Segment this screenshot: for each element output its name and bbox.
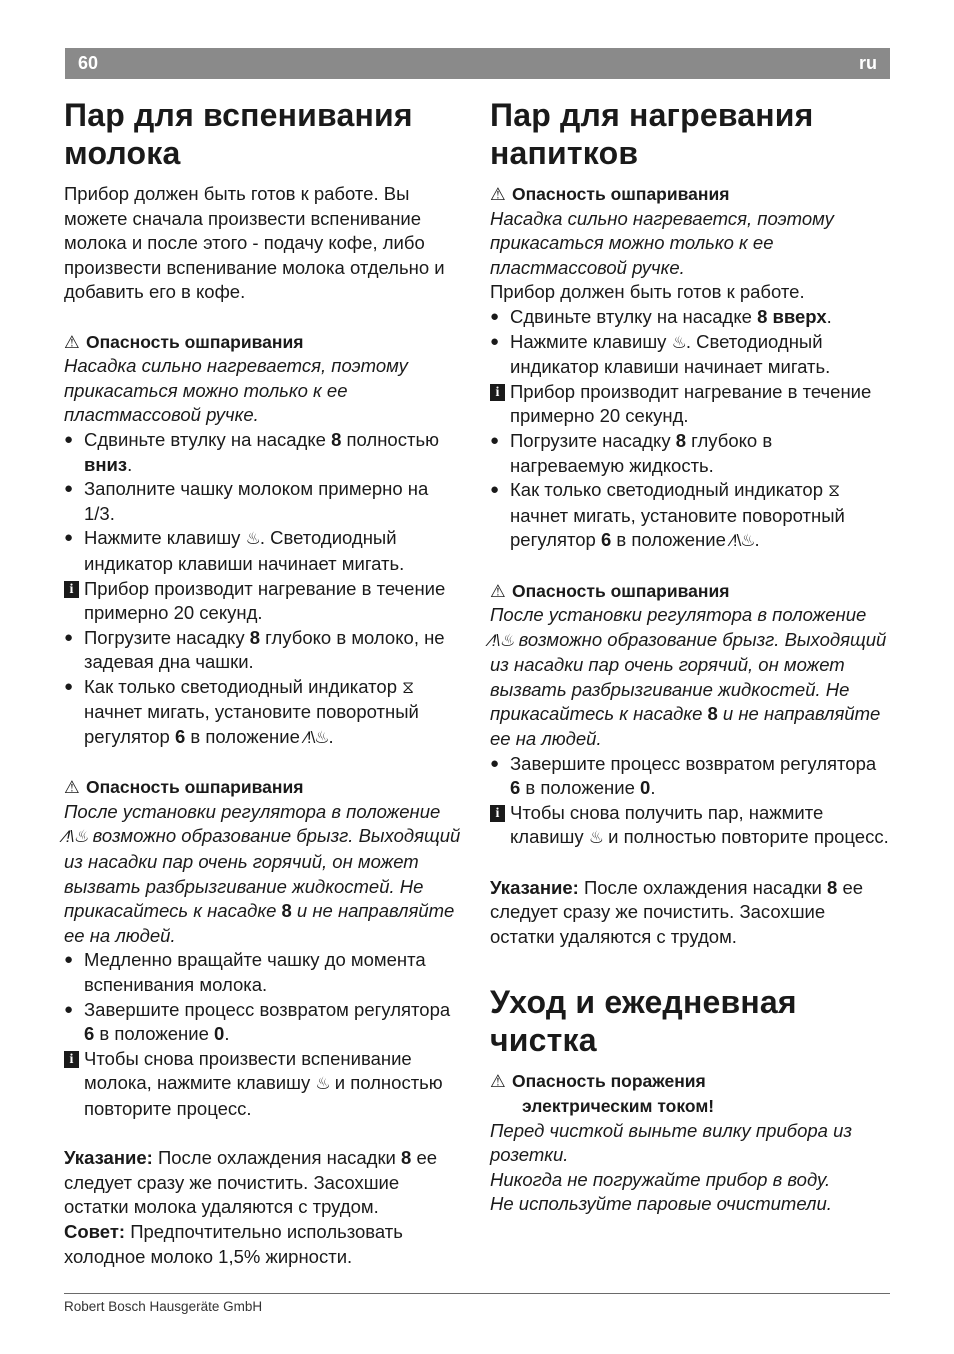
warning-title: ⚠ Опасность ошпаривания — [64, 330, 464, 355]
section-title-milk-frothing: Пар для вспенивания молока — [64, 97, 413, 171]
steam-icon: ♨ — [315, 1074, 330, 1094]
info-item: i Прибор производит нагревание в течение примерно 20 секунд. — [64, 577, 464, 626]
warning-icon: ⚠ — [64, 777, 80, 798]
section-title-heating-drinks: Пар для нагревания напитков — [490, 97, 814, 171]
warning-text: После установки регулятора в положение ⁄!\♨ возможно образование брызг. Выходящий из насадки пар очень горячий, он может вызвать разбрызгивание жидкостей. Не прикасайтесь к насадке 8 и не направляйте ее на людей. — [64, 800, 461, 946]
note-text: Указание: После охлаждения насадки 8 ее следует сразу же почистить. Засохшие остатки удаляются с трудом. — [490, 876, 864, 947]
info-icon: i — [64, 581, 79, 598]
warning-text: Никогда не погружайте прибор в воду. — [490, 1168, 831, 1190]
warning-icon: ⚠ — [490, 184, 506, 204]
left-column — [64, 96, 464, 1269]
tip-text: Совет: Предпочтительно использовать холодное молоко 1,5% жирности. — [64, 1220, 403, 1267]
info-icon: i — [490, 384, 505, 401]
warning-text: Насадка сильно нагревается, поэтому прикасаться можно только к ее пластмассовой ручке. — [64, 355, 408, 426]
info-item: i Чтобы снова получить пар, нажмите клавишу ♨ и полностью повторите процесс. — [490, 801, 890, 851]
warning-icon: ⚠ — [64, 331, 80, 352]
list-item: ● Завершите процесс возвратом регулятора 6 в положение 0. — [64, 998, 451, 1045]
warning-title: ⚠ Опасность ошпаривания — [490, 182, 890, 207]
warning-text: Перед чисткой выньте вилку прибора из розетки. — [490, 1119, 852, 1166]
warning-icon: ⚠ — [490, 580, 506, 601]
steam-position-icon: ⁄!\♨ — [490, 630, 514, 650]
info-icon: i — [490, 805, 505, 822]
footer-company: Robert Bosch Hausgeräte GmbH — [64, 1299, 263, 1314]
warning-icon: ⚠ — [490, 1071, 506, 1092]
list-item: ● Погрузите насадку 8 глубоко в молоко, не задевая дна чашки. — [64, 626, 445, 673]
right-column — [490, 96, 890, 1217]
list-item: ● Сдвиньте втулку на насадке 8 полностью вниз. — [64, 428, 439, 475]
info-icon: i — [64, 1051, 79, 1068]
page-number: 60 — [78, 53, 99, 73]
warning-title: ⚠ Опасность ошпаривания — [64, 775, 464, 800]
info-item: i Прибор производит нагревание в течение примерно 20 секунд. — [490, 380, 890, 429]
steam-icon: ♨ — [588, 828, 604, 848]
language-code: ru — [859, 53, 877, 73]
list-item: ● Нажмите клавишу ♨. Светодиодный индикатор клавиши начинает мигать. — [490, 330, 831, 378]
list-item: ● Заполните чашку молоком примерно на 1/3. — [64, 478, 429, 524]
ready-text: Прибор должен быть готов к работе. — [490, 281, 805, 303]
warning-text: Не используйте паровые очистители. — [490, 1193, 832, 1215]
list-item: ● Медленно вращайте чашку до момента вспенивания молока. — [64, 949, 426, 995]
warning-title: ⚠ Опасность ошпаривания — [490, 579, 890, 604]
list-item: ● Нажмите клавишу ♨. Светодиодный индикатор клавиши начинает мигать. — [64, 527, 405, 574]
steam-icon: ♨ — [671, 332, 686, 352]
warning-title-line2: электрическим током! — [522, 1096, 715, 1116]
led-indicator-icon: ⧖ — [828, 481, 840, 501]
info-item: i Чтобы снова произвести вспенивание молока, нажмите клавишу ♨ и полностью повторите процесс. — [64, 1047, 464, 1122]
warning-title: ⚠ Опасность поражения — [490, 1069, 890, 1094]
list-item: ● Как только светодиодный индикатор ⧖ начнет мигать, установите поворотный регулятор 6 в положение ⁄!\♨. — [490, 479, 845, 551]
intro-text: Прибор должен быть готов к работе. Вы можете сначала произвести вспенивание молока и после этого - подачу кофе, либо произвести вспенивание молока отдельно и добавить его в кофе. — [64, 183, 445, 303]
header-bar — [65, 48, 890, 79]
steam-position-icon: ⁄!\♨ — [64, 827, 88, 847]
warning-text: Насадка сильно нагревается, поэтому прикасаться можно только к ее пластмассовой ручке. — [490, 207, 834, 278]
steam-position-icon: ⁄!\♨ — [731, 531, 755, 551]
note-text: Указание: После охлаждения насадки 8 ее следует сразу же почистить. Засохшие остатки молока удаляются с трудом. — [64, 1147, 438, 1218]
list-item: ● Завершите процесс возвратом регулятора 6 в положение 0. — [490, 752, 877, 799]
warning-text: После установки регулятора в положение ⁄!\♨ возможно образование брызг. Выходящий из насадки пар очень горячий, он может вызвать разбрызгивание жидкостей. Не прикасайтесь к насадке 8 и не направляйте ее на людей. — [490, 604, 887, 750]
list-item: ● Как только светодиодный индикатор ⧖ начнет мигать, установите поворотный регулятор 6 в положение ⁄!\♨. — [64, 675, 419, 748]
footer-divider — [64, 1293, 890, 1294]
list-item: ● Сдвиньте втулку на насадке 8 вверх. — [490, 305, 832, 327]
steam-icon: ♨ — [245, 529, 260, 549]
section-title-care-cleaning: Уход и ежедневная чистка — [490, 984, 797, 1059]
list-item: ● Погрузите насадку 8 глубоко в нагреваемую жидкость. — [490, 429, 773, 476]
led-indicator-icon: ⧖ — [402, 677, 414, 697]
steam-position-icon: ⁄!\♨ — [305, 728, 329, 748]
